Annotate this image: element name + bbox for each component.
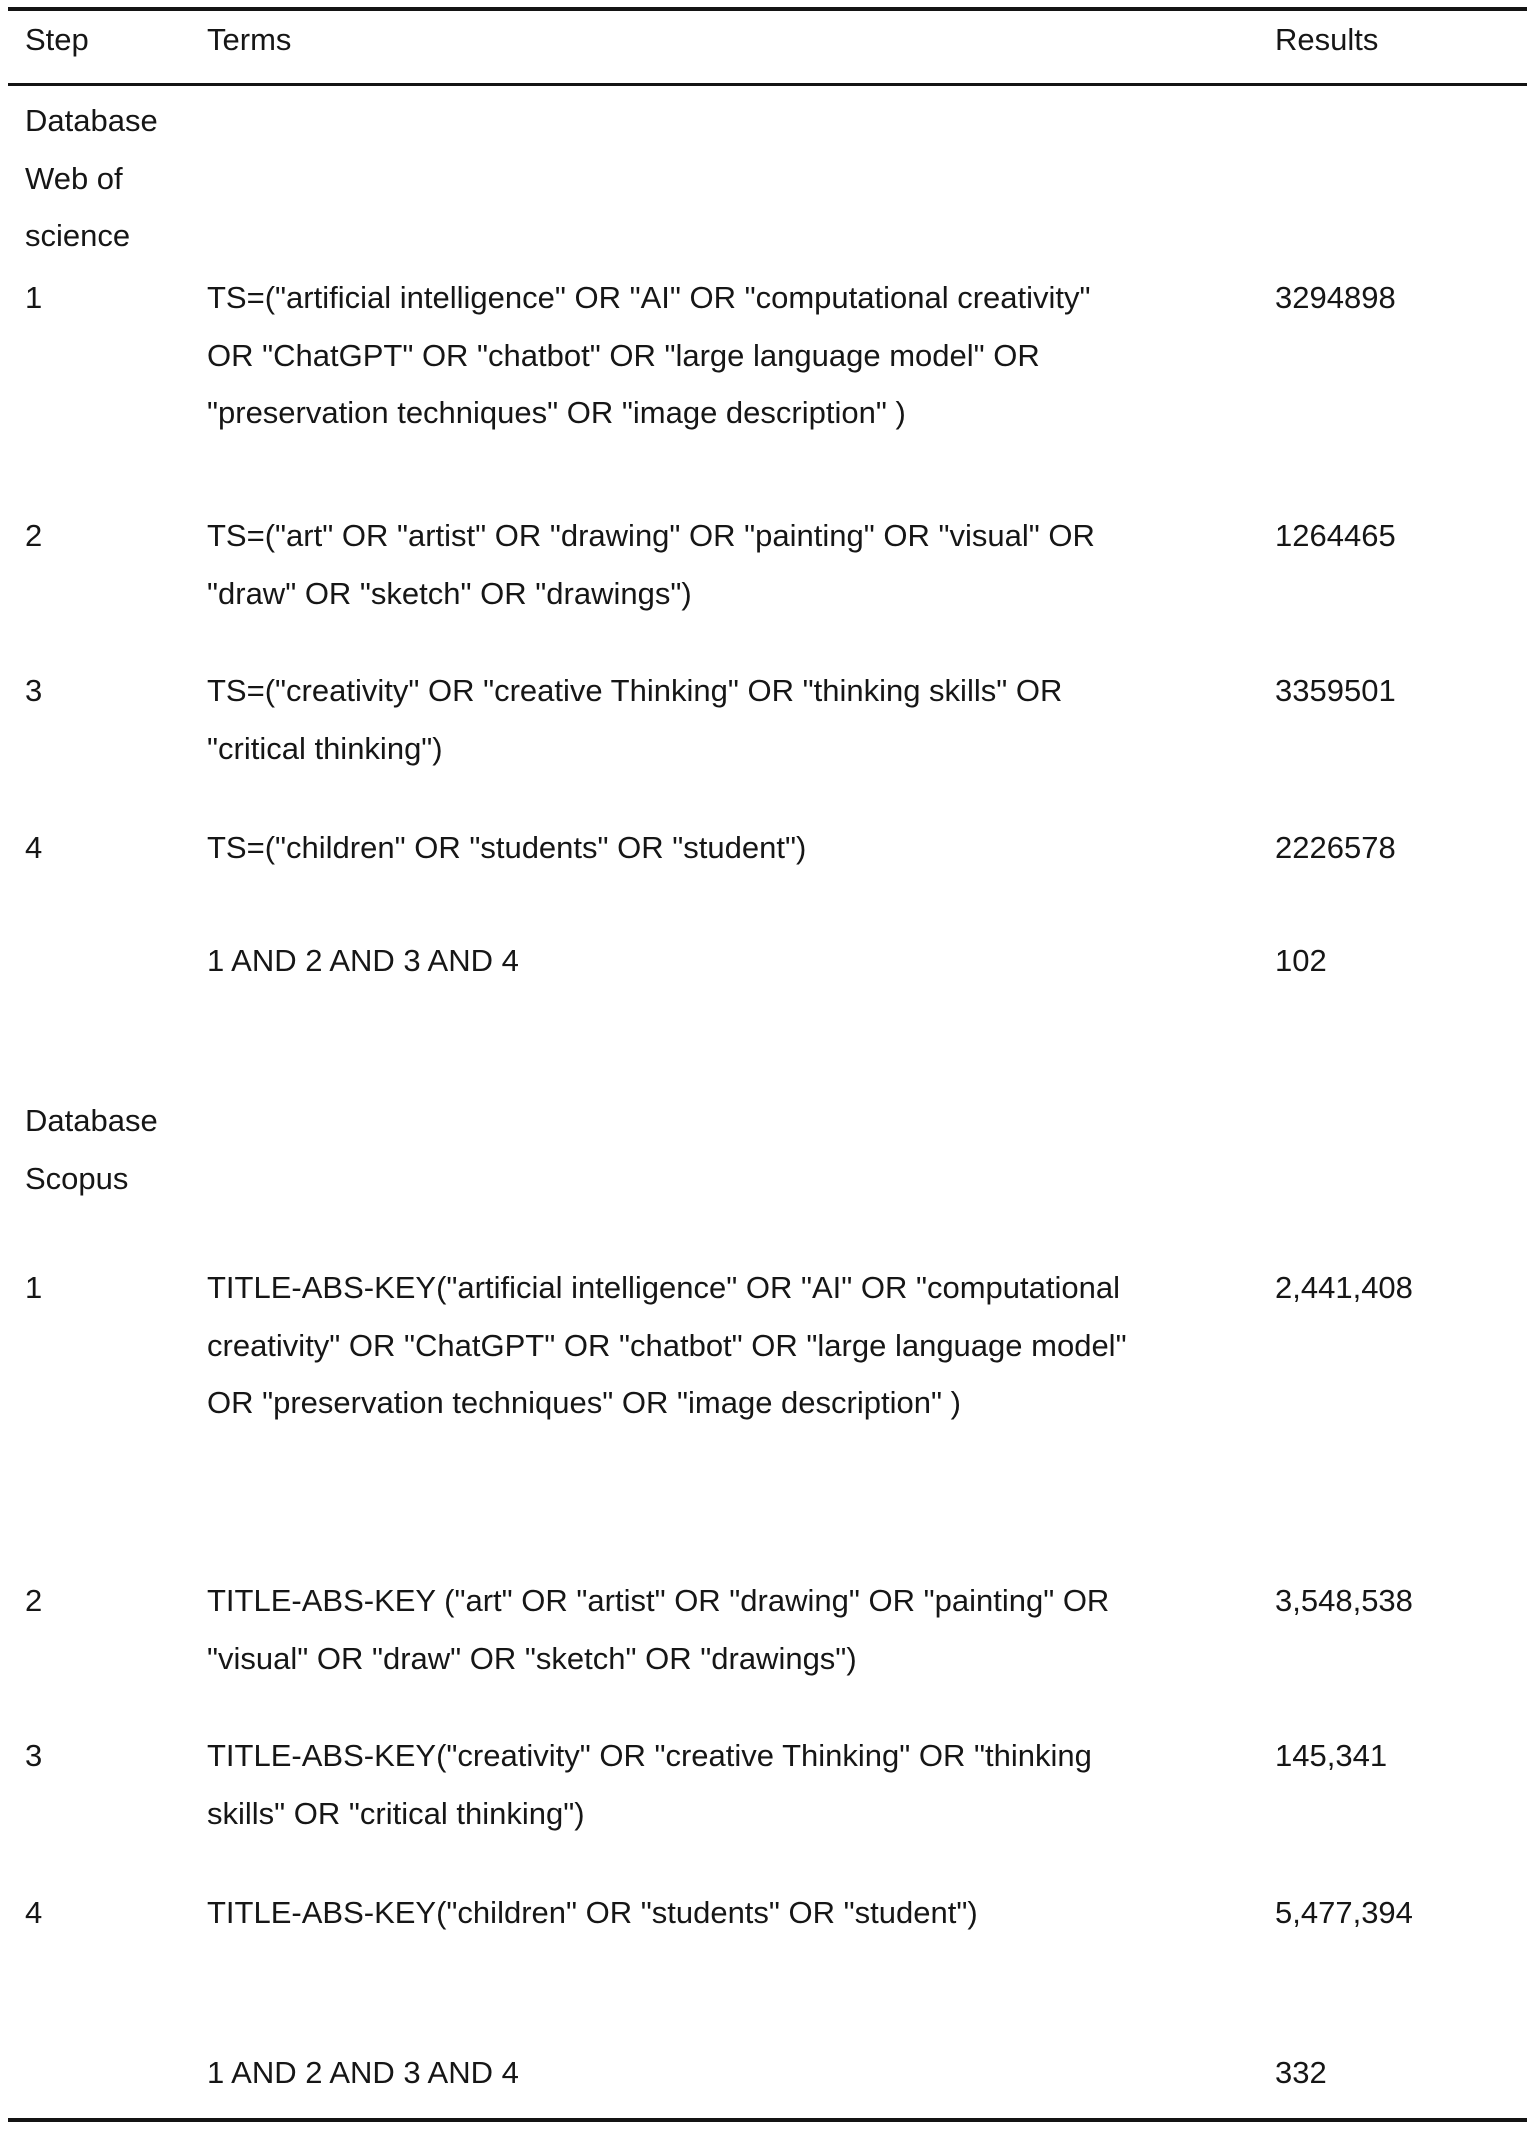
terms-line: "visual" OR "draw" OR "sketch" OR "drawings") [207,1640,857,1676]
table-row [0,1727,1535,1842]
table-row [0,1259,1535,1432]
table-row [0,662,1535,777]
terms-line: TS=("creativity" OR "creative Thinking" OR "thinking skills" OR [207,673,1063,708]
results-cell: 3359501 [1275,673,1396,708]
step-cell: 3 [25,1738,43,1773]
step-cell: 1 [25,1270,43,1305]
results-cell: 2,441,408 [1275,1270,1413,1305]
step-cell: 1 [25,280,43,315]
terms-cell [207,1259,1275,1432]
terms-cell [207,819,1275,877]
terms-line: TITLE-ABS-KEY("artificial intelligence" OR "AI" OR "computational [207,1270,1121,1305]
terms-line: TS=("children" OR "students" OR "student") [207,830,807,865]
terms-line: "preservation techniques" OR "image description" ) [207,395,906,430]
terms-line: "draw" OR "sketch" OR "drawings") [207,575,692,611]
database-label-line: Web of [25,160,123,196]
table-header-row [0,11,1535,69]
database-label-line: Database [25,1103,158,1138]
terms-line: TITLE-ABS-KEY("children" OR "students" OR "student") [207,1895,978,1930]
terms-cell [207,507,1275,622]
step-cell: 4 [25,1895,43,1930]
terms-cell [207,932,1275,990]
results-cell: 5,477,394 [1275,1895,1413,1930]
database-label [25,92,207,265]
terms-line: 1 AND 2 AND 3 AND 4 [207,943,519,978]
table-row-combined-query [0,2044,1535,2102]
terms-cell [207,1884,1275,1942]
table-row [0,507,1535,622]
step-cell: 3 [25,673,43,708]
results-cell: 1264465 [1275,518,1396,553]
header-divider [8,83,1527,86]
terms-line: skills" OR "critical thinking") [207,1795,585,1831]
step-cell: 2 [25,518,43,553]
terms-line: OR "preservation techniques" OR "image description" ) [207,1385,961,1420]
terms-cell [207,1572,1275,1687]
terms-cell [207,1727,1275,1842]
results-cell: 332 [1275,2055,1327,2090]
terms-line: OR "ChatGPT" OR "chatbot" OR "large language model" OR [207,337,1040,373]
step-cell: 2 [25,1583,43,1618]
database-label-line: Database [25,103,158,138]
results-cell: 102 [1275,943,1327,978]
results-cell: 3294898 [1275,280,1396,315]
step-cell: 4 [25,830,43,865]
terms-line: 1 AND 2 AND 3 AND 4 [207,2055,519,2090]
terms-line: TS=("artificial intelligence" OR "AI" OR "computational creativity" [207,280,1091,315]
table-row [0,1884,1535,1942]
table-row [0,1572,1535,1687]
table-bottom-border [8,2118,1527,2122]
table-row [0,819,1535,877]
terms-cell [207,662,1275,777]
column-header-step: Step [25,22,89,57]
results-cell: 3,548,538 [1275,1583,1413,1618]
terms-cell [207,269,1275,442]
table-row-combined-query [0,932,1535,990]
database-label-line: science [25,218,131,253]
database-label-row-web-of-science [0,92,1535,265]
terms-line: "critical thinking") [207,730,443,766]
terms-line: TS=("art" OR "artist" OR "drawing" OR "painting" OR "visual" OR [207,518,1095,553]
database-label-line: Scopus [25,1160,129,1196]
database-label-row-scopus [0,1092,1535,1207]
terms-cell [207,2044,1275,2102]
column-header-terms: Terms [207,22,292,57]
column-header-results: Results [1275,22,1379,57]
results-cell: 145,341 [1275,1738,1388,1773]
terms-line: TITLE-ABS-KEY("creativity" OR "creative Thinking" OR "thinking [207,1738,1092,1773]
terms-line: TITLE-ABS-KEY ("art" OR "artist" OR "drawing" OR "painting" OR [207,1583,1110,1618]
database-label [25,1092,207,1207]
terms-line: creativity" OR "ChatGPT" OR "chatbot" OR "large language model" [207,1327,1127,1363]
table-row [0,269,1535,442]
results-cell: 2226578 [1275,830,1396,865]
